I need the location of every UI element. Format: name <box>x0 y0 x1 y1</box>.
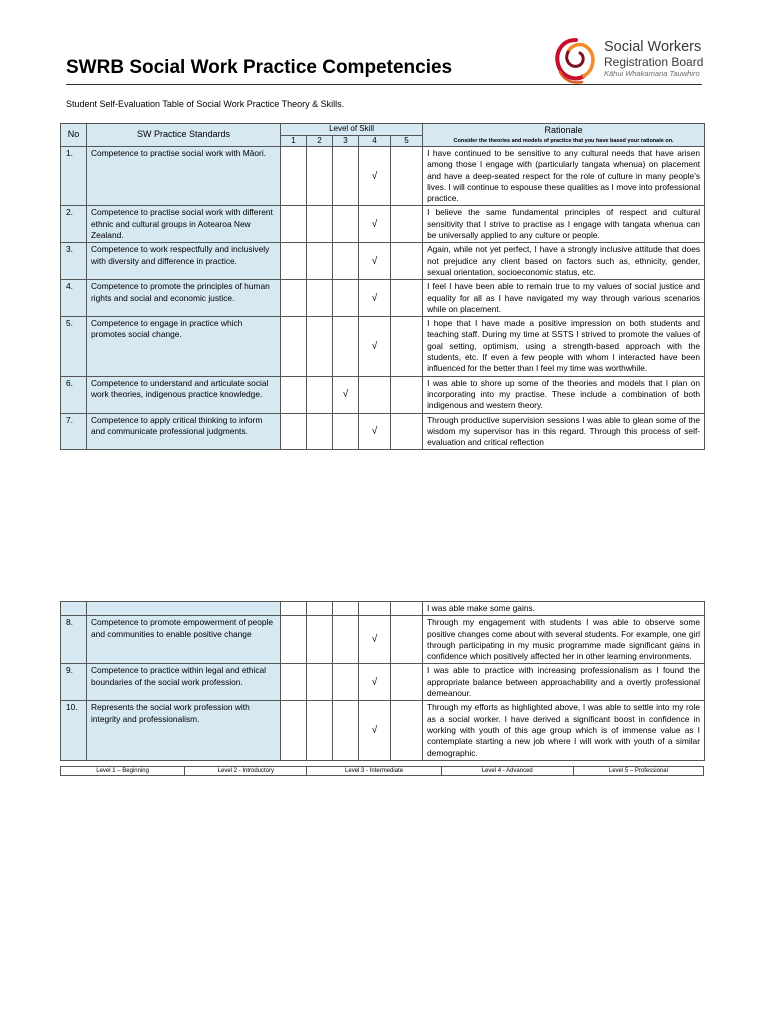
rationale-text: I hope that I have made a positive impression on both students and teaching staff. During my time at SSTS I strived to promote the values of goal setting, optimism, using a strength-based approach with the students, etc. If even a few people with whom I interacted have been influenced for the better than I feel my time was worthwhile. <box>423 317 705 376</box>
continuation-level-1 <box>281 602 307 616</box>
checkmark-icon: √ <box>371 170 378 182</box>
rationale-text: I feel I have been able to remain true to my values of social justice and equality for all as I have navigated my way through various scenarios while on placement. <box>423 280 705 317</box>
level-cell-4 <box>359 147 391 206</box>
level-cell-5 <box>391 616 423 664</box>
checkmark-icon: √ <box>371 340 378 352</box>
level-cell-4 <box>359 206 391 243</box>
row-number: 10. <box>61 701 87 760</box>
level-cell-1 <box>281 413 307 450</box>
table-row <box>61 317 705 376</box>
level-cell-2 <box>307 317 333 376</box>
level-cell-4 <box>359 376 391 413</box>
logo-line-1: Social Workers <box>604 39 702 55</box>
continuation-no <box>61 602 87 616</box>
logo-swirl-icon <box>552 36 600 86</box>
level-cell-2 <box>307 376 333 413</box>
practice-standard: Represents the social work profession with integrity and professionalism. <box>87 701 281 760</box>
table-row <box>61 413 705 450</box>
checkmark-icon: √ <box>371 255 378 267</box>
row-number: 6. <box>61 376 87 413</box>
level-cell-3 <box>333 206 359 243</box>
level-cell-5 <box>391 317 423 376</box>
level-cell-5 <box>391 413 423 450</box>
level-cell-4 <box>359 280 391 317</box>
row-number: 7. <box>61 413 87 450</box>
table-row <box>61 701 705 760</box>
level-cell-2 <box>307 206 333 243</box>
header-level-of-skill: Level of Skill <box>281 124 423 136</box>
table-row <box>61 616 705 664</box>
row-number: 4. <box>61 280 87 317</box>
practice-standard: Competence to promote empowerment of people and communities to enable positive change <box>87 616 281 664</box>
practice-standard: Competence to apply critical thinking to inform and communicate professional judgments. <box>87 413 281 450</box>
level-cell-5 <box>391 664 423 701</box>
level-cell-2 <box>307 243 333 280</box>
row-number: 8. <box>61 616 87 664</box>
level-cell-2 <box>307 147 333 206</box>
level-cell-5 <box>391 147 423 206</box>
level-cell-1 <box>281 376 307 413</box>
row-number: 1. <box>61 147 87 206</box>
level-cell-1 <box>281 701 307 760</box>
level-cell-3 <box>333 280 359 317</box>
continuation-level-2 <box>307 602 333 616</box>
level-cell-5 <box>391 243 423 280</box>
level-cell-2 <box>307 664 333 701</box>
page-title: SWRB Social Work Practice Competencies <box>66 57 453 78</box>
header-level-2: 2 <box>307 136 333 147</box>
swrb-logo <box>552 36 712 88</box>
level-cell-5 <box>391 376 423 413</box>
header-level-3: 3 <box>333 136 359 147</box>
level-cell-1 <box>281 317 307 376</box>
practice-standard: Competence to practise social work with Māori. <box>87 147 281 206</box>
level-cell-4 <box>359 664 391 701</box>
header-rationale <box>423 124 705 147</box>
continuation-level-5 <box>391 602 423 616</box>
header-level-4: 4 <box>359 136 391 147</box>
row-number: 2. <box>61 206 87 243</box>
level-cell-1 <box>281 616 307 664</box>
rationale-text: I was able to shore up some of the theories and models that I plan on incorporating into my practise. These include a combination of both indigenous and western theory. <box>423 376 705 413</box>
checkmark-icon: √ <box>371 724 378 736</box>
level-cell-3 <box>333 243 359 280</box>
practice-standard: Competence to engage in practice which promotes social change. <box>87 317 281 376</box>
row-number: 9. <box>61 664 87 701</box>
continuation-rationale: I was able make some gains. <box>423 602 705 616</box>
logo-line-3: Kāhui Whakamana Tauwhiro <box>604 69 700 78</box>
practice-standard: Competence to practice within legal and ethical boundaries of the social work profession. <box>87 664 281 701</box>
checkmark-icon: √ <box>371 292 378 304</box>
level-cell-1 <box>281 664 307 701</box>
competency-table <box>60 123 705 450</box>
rationale-text: Through my engagement with students I was able to observe some positive changes come about with several students. For example, one girl through participating in my music programme made significant gains in confidence which positively affected her in other learning environments. <box>423 616 705 664</box>
checkmark-icon: √ <box>342 388 349 400</box>
legend-level-4: Level 4 - Advanced <box>442 767 574 775</box>
table-row <box>61 206 705 243</box>
level-cell-3 <box>333 664 359 701</box>
continuation-level-3 <box>333 602 359 616</box>
level-cell-3 <box>333 147 359 206</box>
header-level-5: 5 <box>391 136 423 147</box>
rationale-text: I believe the same fundamental principles of respect and cultural sensitivity that I strive to practise as I engage with tangata whenua can be universally applied to any culture or people. <box>423 206 705 243</box>
level-cell-1 <box>281 280 307 317</box>
page-subtitle: Student Self-Evaluation Table of Social Work Practice Theory & Skills. <box>66 99 345 109</box>
competency-table-continued <box>60 601 705 761</box>
level-cell-2 <box>307 280 333 317</box>
header-standards: SW Practice Standards <box>87 124 281 147</box>
rationale-text: Through my efforts as highlighted above, I was able to settle into my role as a social worker. I have derived a significant boost in confidence in working with youth of this age group which is of immense value as I contemplate starting a new job where I will work with youth of a similar demographic. <box>423 701 705 760</box>
level-cell-5 <box>391 280 423 317</box>
level-cell-1 <box>281 243 307 280</box>
continuation-standard <box>87 602 281 616</box>
practice-standard: Competence to promote the principles of human rights and social and economic justice. <box>87 280 281 317</box>
logo-line-2: Registration Board <box>604 55 704 69</box>
legend-level-5: Level 5 – Professional <box>608 768 668 774</box>
row-number: 3. <box>61 243 87 280</box>
title-divider <box>66 84 702 85</box>
table-row <box>61 376 705 413</box>
level-legend <box>60 766 704 776</box>
legend-level-1: Level 1 – Beginning <box>61 767 185 775</box>
rationale-text: Again, while not yet perfect, I have a strongly inclusive attitude that does not prejudice any client based on factors such as, ethnicity, gender, sexual orientation, socioeconomic status, etc. <box>423 243 705 280</box>
level-cell-4 <box>359 413 391 450</box>
practice-standard: Competence to work respectfully and inclusively with diversity and difference in practice. <box>87 243 281 280</box>
level-cell-2 <box>307 701 333 760</box>
practice-standard: Competence to practise social work with different ethnic and cultural groups in Aotearoa New Zealand. <box>87 206 281 243</box>
checkmark-icon: √ <box>371 425 378 437</box>
table-row <box>61 664 705 701</box>
checkmark-icon: √ <box>371 676 378 688</box>
table-row <box>61 280 705 317</box>
header-no: No <box>61 124 87 147</box>
legend-level-3: Level 3 - Intermediate <box>307 767 441 775</box>
level-cell-5 <box>391 701 423 760</box>
rationale-text: I have continued to be sensitive to any cultural needs that have arisen among those I engage with (particularly tangata whenua) on placement and have a deep-seated respect for the role of culture in many people’s lives. I will continue to espouse these qualities as I move into professional practice. <box>423 147 705 206</box>
row-number: 5. <box>61 317 87 376</box>
level-cell-3 <box>333 616 359 664</box>
level-cell-3 <box>333 317 359 376</box>
continuation-level-4 <box>359 602 391 616</box>
legend-level-2: Level 2 - Introductory <box>185 767 307 775</box>
level-cell-2 <box>307 413 333 450</box>
checkmark-icon: √ <box>371 218 378 230</box>
level-cell-1 <box>281 206 307 243</box>
level-cell-4 <box>359 243 391 280</box>
level-cell-3 <box>333 376 359 413</box>
table-row <box>61 147 705 206</box>
level-cell-3 <box>333 701 359 760</box>
rationale-title: Rationale <box>544 125 583 136</box>
level-cell-4 <box>359 317 391 376</box>
level-cell-1 <box>281 147 307 206</box>
rationale-text: Through productive supervision sessions I was able to glean some of the wisdom my supervisor has in this regard. Through this process of self-evaluation and critical reflection <box>423 413 705 450</box>
level-cell-4 <box>359 616 391 664</box>
rationale-text: I was able to practice with increasing professionalism as I found the appropriate balance between approachability and a overtly professional demeanour. <box>423 664 705 701</box>
checkmark-icon: √ <box>371 634 378 646</box>
practice-standard: Competence to understand and articulate social work theories, indigenous practice knowledge. <box>87 376 281 413</box>
header-level-1: 1 <box>281 136 307 147</box>
level-cell-5 <box>391 206 423 243</box>
level-cell-2 <box>307 616 333 664</box>
rationale-note: Consider the theories and models of practice that you have based your rationale on. <box>453 137 674 144</box>
level-cell-4 <box>359 701 391 760</box>
level-cell-3 <box>333 413 359 450</box>
table-row <box>61 243 705 280</box>
